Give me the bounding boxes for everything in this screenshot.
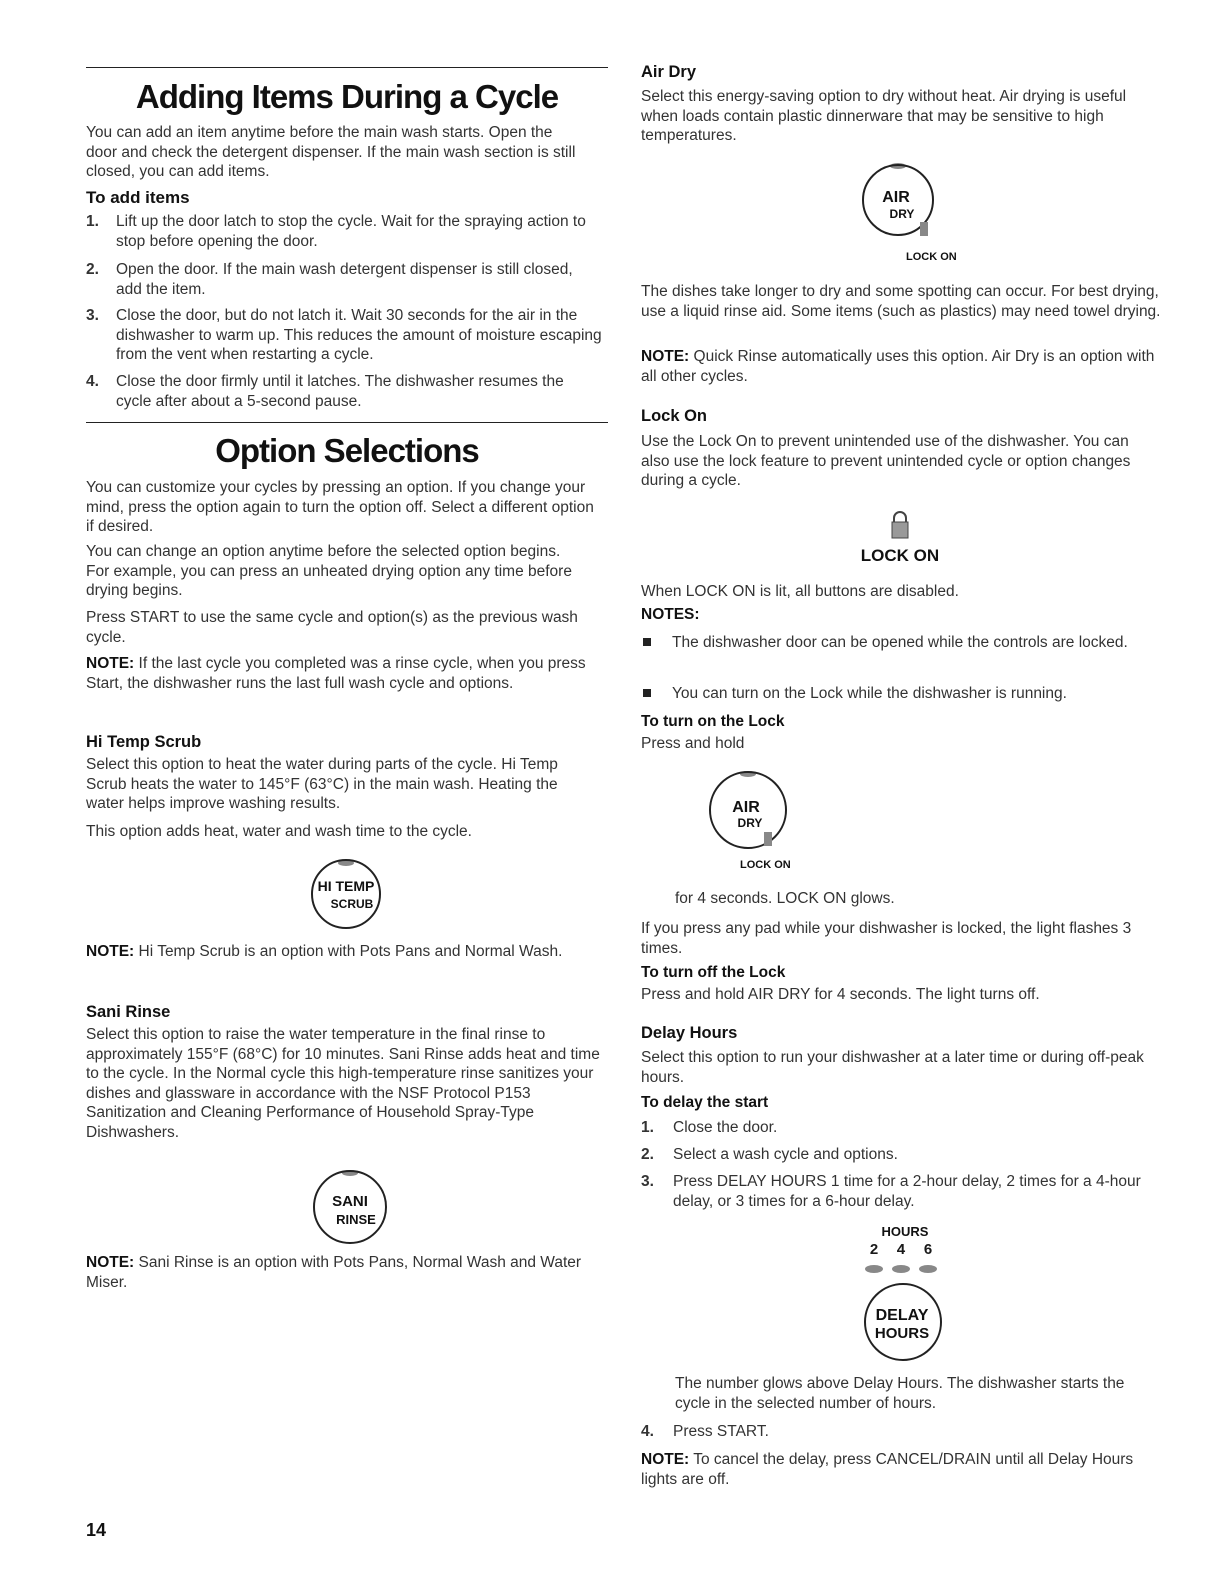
note-label: NOTE: (86, 1254, 135, 1271)
delay-button-line2: HOURS (874, 1325, 930, 1342)
step-text: Close the door, but do not latch it. Wait 30 seconds for the air in the dishwasher to warm up. This reduces the amount of moisture escaping from the vent when restarting a cycle. (116, 307, 602, 363)
options-paragraph-1: You can customize your cycles by pressing an option. If you change your mind, press the option again to turn the option off. Select a different option if desired. (86, 479, 594, 535)
step-text: Press DELAY HOURS 1 time for a 2-hour delay, 2 times for a 4-hour delay, or 3 times for a 6-hour delay. (673, 1173, 1141, 1210)
lock-indicator-icon (764, 832, 772, 846)
delay-button-line1: DELAY (875, 1307, 929, 1324)
delay-start-heading: To delay the start (641, 1094, 769, 1111)
hour-light-icon (865, 1265, 883, 1273)
hi-temp-scrub-button (300, 853, 400, 929)
hi-temp-button-line2: SCRUB (330, 897, 374, 911)
step-number: 4. (641, 1423, 654, 1440)
lock-on-indicator-label: LOCK ON (860, 546, 940, 565)
sani-button-line2: RINSE (336, 1212, 376, 1227)
hour-light-icon (919, 1265, 937, 1273)
note-label: NOTE: (641, 348, 690, 365)
turn-on-lock-text: Press and hold (641, 735, 745, 752)
options-paragraph-2: You can change an option anytime before the selected option begins. For example, you can press an unheated drying option any time before drying begins. (86, 543, 572, 599)
step-text: Select a wash cycle and options. (673, 1146, 898, 1163)
hour-indicator-lights (858, 1262, 948, 1274)
air-dry-paragraph-1: Select this energy-saving option to dry without heat. Air drying is useful when loads contain plastic dinnerware that may be sensitive to high temperatures. (641, 88, 1127, 144)
delay-hours-paragraph-1: Select this option to run your dishwasher at a later time or during off-peak hours. (641, 1049, 1144, 1086)
hi-temp-scrub-heading: Hi Temp Scrub (86, 733, 202, 751)
sani-rinse-note (86, 1253, 606, 1292)
note-label: NOTE: (641, 1451, 690, 1468)
options-paragraph-3: Press START to use the same cycle and option(s) as the previous wash cycle. (86, 609, 578, 646)
air-dry-lock-button-line2: DRY (737, 816, 763, 830)
hi-temp-scrub-icon (300, 853, 400, 929)
delay-hours-button (848, 1280, 958, 1364)
notes-bullet-text: The dishwasher door can be opened while the controls are locked. (672, 634, 1128, 651)
air-dry-button-line1: AIR (882, 189, 910, 206)
hi-temp-paragraph-2: This option adds heat, water and wash time to the cycle. (86, 823, 472, 840)
note-label: NOTE: (86, 943, 135, 960)
step-number: 2. (86, 261, 99, 278)
notes-label: NOTES: (641, 606, 700, 623)
hour-option: 4 (896, 1242, 906, 1259)
option-selections-title: Option Selections (215, 432, 479, 469)
step-number: 1. (86, 213, 99, 230)
step-number: 3. (86, 307, 99, 324)
air-dry-lock-on-label: LOCK ON (740, 859, 791, 871)
hours-label: HOURS (881, 1224, 929, 1239)
notes-bullet-text: You can turn on the Lock while the dishwasher is running. (672, 685, 1067, 702)
hour-option: 6 (923, 1242, 933, 1259)
air-dry-button-line2: DRY (889, 207, 915, 221)
lock-on-paragraph-1: Use the Lock On to prevent unintended use of the dishwasher. You can also use the lock feature to prevent unintended cycle or option changes during a cycle. (641, 433, 1131, 489)
note-label: NOTE: (86, 655, 135, 672)
section-rule (86, 422, 608, 423)
step-text: Press START. (673, 1423, 769, 1440)
air-dry-note (641, 347, 1161, 386)
air-dry-lock-button-line1: AIR (732, 799, 760, 816)
note-text: Sani Rinse is an option with Pots Pans, Normal Wash and Water Miser. (86, 1254, 582, 1291)
note-text: Quick Rinse automatically uses this option. Air Dry is an option with all other cycles. (641, 348, 1155, 385)
turn-off-lock-heading: To turn off the Lock (641, 964, 786, 981)
step-text: Close the door. (673, 1119, 778, 1136)
lock-icon (888, 510, 912, 540)
delay-hours-heading: Delay Hours (641, 1024, 738, 1042)
step-text: Open the door. If the main wash detergent dispenser is still closed, add the item. (116, 261, 573, 298)
step-number: 4. (86, 373, 99, 390)
adding-items-title: Adding Items During a Cycle (135, 78, 559, 115)
top-rule (86, 67, 608, 68)
air-dry-lock-label: LOCK ON (906, 251, 957, 263)
sani-button-line1: SANI (332, 1193, 368, 1210)
page-number: 14 (86, 1520, 107, 1540)
lock-indicator-icon (920, 222, 928, 236)
step-number: 3. (641, 1173, 654, 1190)
lock-on-heading: Lock On (641, 407, 708, 425)
options-note (86, 654, 602, 693)
note-text: If the last cycle you completed was a rinse cycle, when you press Start, the dishwasher runs the last full wash cycle and options. (86, 655, 586, 692)
bullet-icon (643, 689, 651, 697)
hi-temp-note (86, 942, 602, 962)
air-dry-button (846, 156, 966, 266)
lock-on-paragraph-3: If you press any pad while your dishwasher is locked, the light flashes 3 times. (641, 920, 1132, 957)
air-dry-paragraph-2: The dishes take longer to dry and some spotting can occur. For best drying, use a liquid rinse aid. Some items (such as plastics) may need towel drying. (641, 283, 1161, 320)
lock-on-paragraph-2: When LOCK ON is lit, all buttons are disabled. (641, 583, 959, 600)
turn-on-lock-heading: To turn on the Lock (641, 713, 785, 730)
to-add-items-heading: To add items (86, 188, 190, 207)
note-text: To cancel the delay, press CANCEL/DRAIN until all Delay Hours lights are off. (641, 1451, 1134, 1488)
sani-rinse-paragraph: Select this option to raise the water temperature in the final rinse to approximately 155°F (68°C) for 10 minutes. Sani Rinse adds heat and time to the cycle. In the Normal cycle this high-temperature rinse sanitizes your dishes and glassware in accordance with the NSF Protocol P153 Sanitization and Cleaning Performance of Household Spray-Type Dishwashers. (86, 1026, 600, 1141)
turn-off-lock-text: Press and hold AIR DRY for 4 seconds. The light turns off. (641, 986, 1040, 1003)
hi-temp-paragraph-1: Select this option to heat the water during parts of the cycle. Hi Temp Scrub heats the water to 145°F (63°C) in the main wash. Heating the water helps improve washing results. (86, 756, 558, 812)
after-button-text: for 4 seconds. LOCK ON glows. (675, 890, 895, 907)
step-number: 1. (641, 1119, 654, 1136)
step-text: Lift up the door latch to stop the cycle. Wait for the spraying action to stop before opening the door. (116, 213, 586, 250)
step-text: Close the door firmly until it latches. The dishwasher resumes the cycle after about a 5-second pause. (116, 373, 564, 410)
note-text: Hi Temp Scrub is an option with Pots Pans and Normal Wash. (134, 943, 563, 960)
air-dry-icon (846, 156, 966, 266)
delay-note (641, 1450, 1161, 1489)
step-number: 2. (641, 1146, 654, 1163)
delay-hours-icon (848, 1280, 958, 1364)
hi-temp-button-line1: HI TEMP (317, 878, 375, 894)
hour-option: 2 (869, 1242, 879, 1259)
delay-hours-paragraph-2: The number glows above Delay Hours. The dishwasher starts the cycle in the selected number of hours. (675, 1375, 1125, 1412)
air-dry-lock-icon (700, 766, 820, 876)
sani-rinse-button (300, 1163, 400, 1245)
bullet-icon (643, 638, 651, 646)
sani-rinse-icon (300, 1163, 400, 1245)
air-dry-heading: Air Dry (641, 63, 697, 81)
adding-intro: You can add an item anytime before the main wash starts. Open the door and check the detergent dispenser. If the main wash section is still closed, you can add items. (86, 124, 576, 180)
sani-rinse-heading: Sani Rinse (86, 1003, 171, 1021)
air-dry-lock-button (700, 766, 820, 876)
hour-light-icon (892, 1265, 910, 1273)
